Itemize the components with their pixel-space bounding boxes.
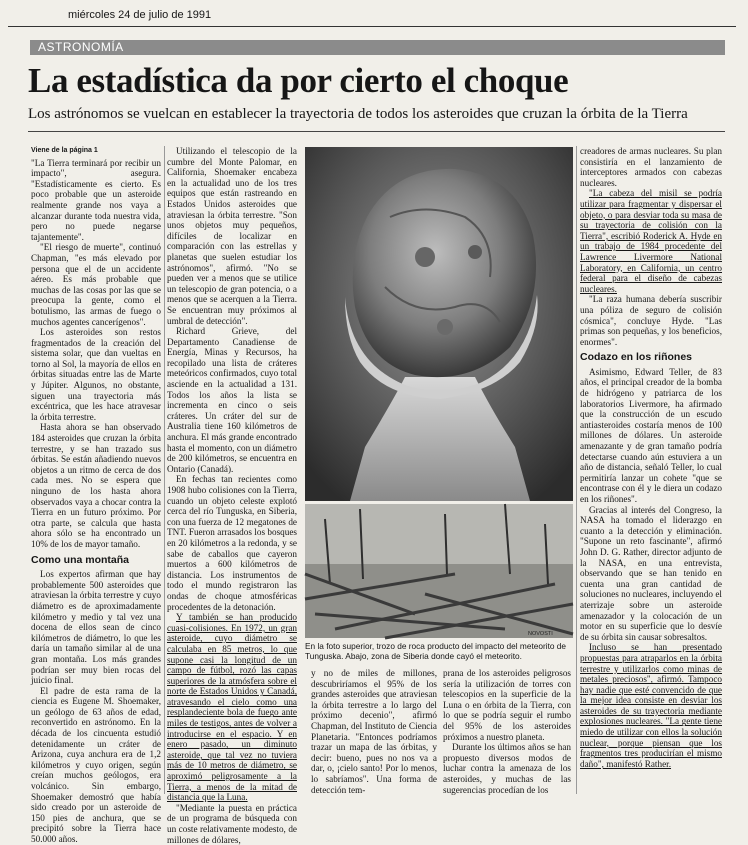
headline-divider xyxy=(28,131,725,132)
paragraph: Gracias al interés del Congreso, la NASA ha tomado el liderazgo en cuanto a la detección y eliminación. "Supone un reto fascinante", afirmó John D. G. Rather, director adjunto de la NASA, en una entrevista, observando que se han tenido en cuenta una gran cantidad de soluciones no nucleares, incluyendo el aterrizaje sobre un asteroide amenazador y la colocación de un motor en su superficie que lo desvíe de su órbita sin causar sobresaltos. xyxy=(580,504,722,642)
header-rule xyxy=(8,26,736,27)
article-column-2 xyxy=(167,146,297,845)
paragraph: Utilizando el telescopio de la cumbre del Monte Palomar, en California, Shoemaker encabeza en la actualidad uno de los tres equipos que están rastreando en Estados Unidos asteroides que atraviesan la órbita terrestre. "Son unos objetos muy pequeños, difíciles de localizar en comparación con las estrellas y planetas que suelen estudiar los astrónomos", afirmó. "No se pueden ver a menos que se utilice un telescopio de gran potencia, o a menos que se acerquen a la Tierra. Se encuentran muy próximos al umbral de detección". xyxy=(167,146,297,326)
paragraph: Durante los últimos años se han propuesto diversos modos de luchar contra la amenaza de los asteroides, y muchas de las sugerencias procedían de los xyxy=(443,742,571,795)
paragraph: y no de miles de millones, descubriríamos el 95% de los grandes asteroides que atraviesan la órbita terrestre a lo largo del próximo decenio", afirmó Chapman, del Instituto de Ciencia Planetaria. "Entonces podríamos trazar un mapa de las órbitas, y decir: bueno, pues no nos va a dar, o, ¡cielo santo! Por lo menos, lo sabríamos". Una forma de detección tem- xyxy=(311,668,437,795)
subheading: Codazo en los riñones xyxy=(580,351,693,364)
paragraph: prana de los asteroides peligrosos sería la utilización de torres con telescopios en la superficie de la Luna o en órbita de la Tierra, con lo que se podría seguir el rumbo del 95% de los asteroides próximos a nuestro planeta. xyxy=(443,668,571,742)
continued-from-label: Viene de la página 1 xyxy=(31,147,98,154)
siberia-forest-photo xyxy=(305,504,573,638)
paragraph: Los expertos afirman que hay probablemente 500 asteroides que atraviesan la órbita terrestre y cuyo diámetro es de aproximadamente kilómetro y medio y tal vez una docena de ellos sean de cinco kilómetros de diámetro, lo que les daría un tamaño similar al de una gran montaña. Los más grandes podrían ser muy bien rocas del juicio final. xyxy=(31,569,161,686)
paragraph: Y también se han producido cuasi-colisiones. En 1972, un gran asteroide, cuyo diámetro se calculaba en 85 metros, lo que supone casi la longitud de un campo de fútbol, rozó las capas superiores de la atmósfera sobre el norte de Estados Unidos y Canadá, atravesando el cielo como una resplandeciente bola de fuego ante miles de testigos, antes de volver a introducirse en el espacio. Y en enero pasado, un diminuto asteroide, que tal vez no tuviera más de 10 metros de diámetro, se aproximó peligrosamente a la Tierra, a menos de la mitad de distancia que la Luna. xyxy=(167,612,297,803)
article-column-3 xyxy=(580,146,722,794)
photo-credit: NOVOSTI xyxy=(528,631,553,637)
headline: La estadística da por cierto el choque xyxy=(28,61,569,100)
paragraph: Asimismo, Edward Teller, de 83 años, el principal creador de la bomba de hidrógeno y patriarca de los laboratorios Livermore, ha afirmado que la construcción de un escudo antiasteroides costaría menos de 100 millones de dólares. Un asteroide amenazante y de gran tamaño podría detectarse cuando aún estuviera a un año de distancia, señaló Teller, lo cual permitiría lanzar un cohete "que se encontrase con él y le diera un codazo en los riñones". xyxy=(580,366,722,504)
article-column-4 xyxy=(311,668,437,794)
publication-date: miércoles 24 de julio de 1991 xyxy=(68,9,212,21)
meteorite-rock-photo xyxy=(305,147,573,501)
photo-caption: En la foto superior, trozo de roca producto del impacto del meteorito de Tunguska. Abajo, zona de Siberia donde cayó el meteorito. xyxy=(305,641,567,661)
article-column-5 xyxy=(443,668,571,794)
paragraph: "El riesgo de muerte", continuó Chapman, "es más elevado por persona que el de un accidente aéreo. Es más probable que muchas de las cosas por las que se preocupa la gente, como el botulismo, las armas de fuego o muchos agentes cancerígenos". xyxy=(31,242,161,327)
column-rule xyxy=(576,146,577,794)
paragraph: Incluso se han presentado propuestas para atraparlos en la órbita terrestre y utilizarlos como minas de metales preciosos", afirmó. Tampoco hay nadie que esté convencido de que la mejor idea consiste en desviar los asteroides de su trayectoria mediante explosiones nucleares. "La gente tiene miedo de utilizar con ellos la solución nuclear, porque piensan que los fragmentos tres producirían el mismo daño", manifestó Rather. xyxy=(580,642,722,769)
paragraph: Richard Grieve, del Departamento Canadiense de Energía, Minas y Recursos, ha recopilado una lista de cráteres meteóricos confirmados, cuyo total asciende en la actualidad a 131. Todos los años la lista se incrementa en cinco o seis cráteres. Un cráter del sur de Australia tiene 160 kilómetros de anchura. El más grande encontrado hasta el momento, con un diámetro de 200 kilómetros, se encuentra en Ontario (Canadá). xyxy=(167,326,297,474)
article-column-1 xyxy=(31,146,161,844)
subheading: Como una montaña xyxy=(31,553,130,566)
paragraph: Los asteroides son restos fragmentados de la creación del sistema solar, que dan vueltas en torno al Sol, la mayoría de ellos en órbitas situadas entre las de Marte y Júpiter. Algunos, no obstante, siguen una trayectoria más excéntrica, que les hace atravesar la órbita terrestre. xyxy=(31,327,161,422)
paragraph: Hasta ahora se han observado 184 asteroides que cruzan la órbita terrestre, y se han trazado sus órbitas. Se están añadiendo nuevos objetos a un ritmo de cerca de dos cada mes. No se espera que ninguno de los hasta ahora observados vaya a chocar contra la Tierra en un futuro próximo. Por otra parte, se calcula que hasta ahora sólo se ha encontrado un 10% de los de mayor tamaño. xyxy=(31,422,161,549)
section-label: ASTRONOMÍA xyxy=(38,40,124,54)
paragraph: "La raza humana debería suscribir una póliza de seguro de colisión cósmica", concluye Hyde. "Las primas son pequeñas, y los beneficios, enormes". xyxy=(580,294,722,347)
paragraph: "La Tierra terminará por recibir un impacto", asegura. "Estadísticamente es cierto. Es poco probable que un asteroide realmente grande nos vaya a alcanzar durante toda nuestra vida, pero no puede negarse tajantemente". xyxy=(31,157,161,242)
paragraph: El padre de esta rama de la ciencia es Eugene M. Shoemaker, un geólogo de 63 años de edad, reconvertido en astrónomo. En la década de los cincuenta estudió detenidamente un cráter de Arizona, cuya anchura era de 1,2 kilómetros y cuyo origen, según creían muchos geólogos, era volcánico. Sin embargo, Shoemaker demostró que había sido creado por un asteroide de 150 pies de anchura, que se precipitó sobre la Tierra hace 50.000 años. xyxy=(31,685,161,844)
section-banner xyxy=(30,40,725,55)
column-rule xyxy=(164,146,165,794)
paragraph: "La cabeza del misil se podría utilizar para fragmentar y dispersar el objeto, o para desviar toda su masa de su trayectoria de colisión con la Tierra", escribió Roderick A. Hyde en un trabajo de 1984 procedente del Lawrence Livermore National Laboratory, en California, un centro federal para el diseño de cabezas nucleares. xyxy=(580,188,722,294)
paragraph: "Mediante la puesta en práctica de un programa de búsqueda con un coste relativamente modesto, de millones de dólares, xyxy=(167,802,297,845)
paragraph: creadores de armas nucleares. Su plan consistiría en el lanzamiento de interceptores armados con cabezas nucleares. xyxy=(580,146,722,188)
subheadline: Los astrónomos se vuelcan en establecer la trayectoria de todos los asteroides que cruzan la órbita de la Tierra xyxy=(28,106,688,122)
paragraph: En fechas tan recientes como 1908 hubo colisiones con la Tierra, cuando un objeto celeste explotó cerca del río Tunguska, en Siberia, con una fuerza de 12 megatones de TNT. Fueron arrasados los bosques en 20 kilómetros a la redonda, y se sabe de caballos que cayeron muertos a 600 kilómetros de distancia. Los instrumentos de todo el mundo registraron las ondas de choque atmosféricas procedentes de la detonación. xyxy=(167,474,297,612)
